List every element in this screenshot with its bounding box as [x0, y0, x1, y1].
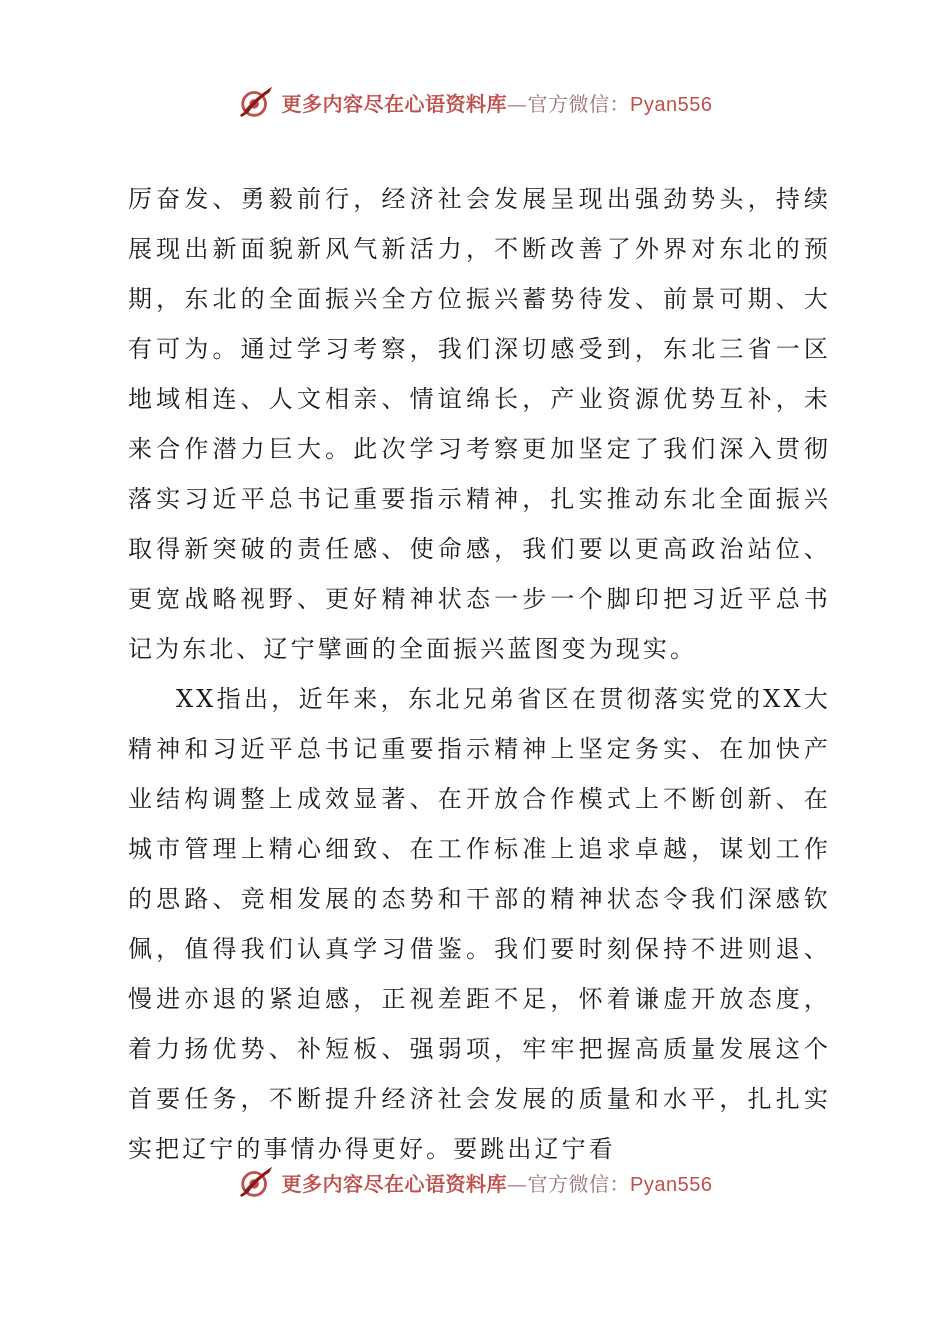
paragraph-2: XX指出，近年来，东北兄弟省区在贯彻落实党的XX大精神和习近平总书记重要指示精神上坚定务实、在加快产业结构调整上成效显著、在开放合作模式上不断创新、在城市管理上精心细致、在工作标准上追求卓越，谋划工作的思路、竞相发展的态势和干部的精神状态令我们深感钦佩，值得我们认真学习借鉴。我们要时刻保持不进则退、慢进亦退的紧迫感，正视差距不足，怀着谦虚开放态度，着力扬优势、补短板、强弱项，牢牢把握高质量发展这个首要任务，不断提升经济社会发展的质量和水平，扎扎实实把辽宁的事情办得更好。要跳出辽宁看: [128, 685, 831, 1163]
pen-logo-icon: [238, 83, 276, 121]
footer-wechat-handle: Pyan556: [630, 1173, 713, 1196]
header-banner: [0, 82, 950, 122]
paragraph-1: 厉奋发、勇毅前行，经济社会发展呈现出强劲势头，持续展现出新面貌新风气新活力，不断改善了外界对东北的预期，东北的全面振兴全方位振兴蓄势待发、前景可期、大有可为。通过学习考察，我们深切感受到，东北三省一区地域相连、人文相亲、情谊绵长，产业资源优势互补，未来合作潜力巨大。此次学习考察更加坚定了我们深入贯彻落实习近平总书记重要指示精神，扎实推动东北全面振兴取得新突破的责任感、使命感，我们要以更高政治站位、更宽战略视野、更好精神状态一步一个脚印把习近平总书记为东北、辽宁擘画的全面振兴蓝图变为现实。: [128, 185, 831, 663]
pen-logo-icon: [238, 1163, 276, 1201]
header-brand: 更多内容尽在心语资料库: [281, 91, 508, 116]
footer-wechat-label: 官方微信：: [527, 1171, 631, 1196]
document-body: [128, 174, 831, 1174]
footer-banner-text: [282, 1168, 713, 1197]
footer-dash: —: [507, 1171, 528, 1196]
footer-brand: 更多内容尽在心语资料库: [281, 1171, 508, 1196]
header-wechat-label: 官方微信：: [527, 91, 631, 116]
header-dash: —: [507, 91, 528, 116]
footer-banner: [0, 1162, 950, 1202]
header-wechat-handle: Pyan556: [630, 93, 713, 116]
header-banner-text: [282, 88, 713, 117]
